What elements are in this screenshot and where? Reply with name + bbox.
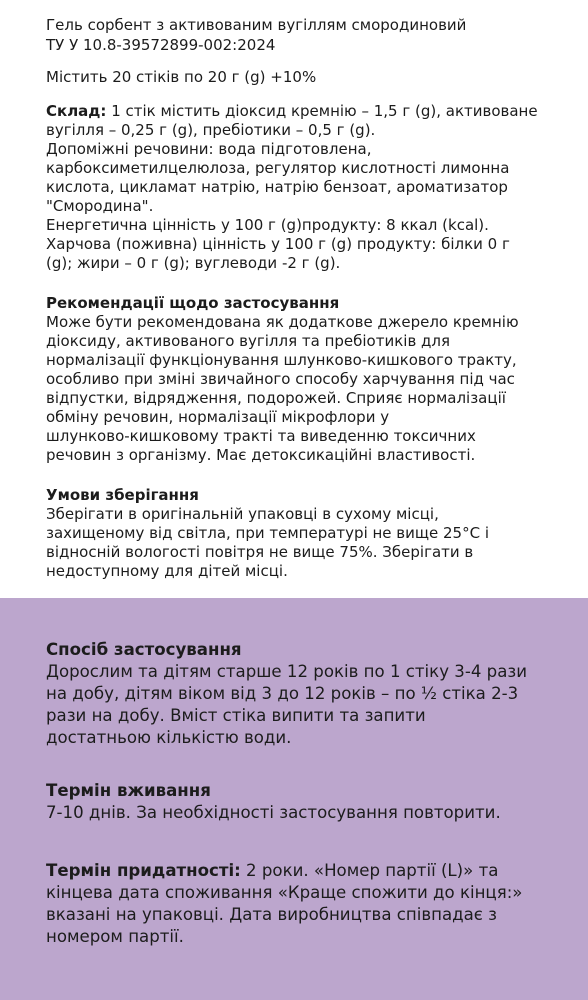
recommendations-line: Може бути рекомендована як додаткове джерело кремнію <box>46 313 519 331</box>
recommendations-line: нормалізації функціонування шлунково-кишкового тракту, <box>46 351 517 369</box>
recommendations-line: відпустки, відрядження, подорожей. Сприяє нормалізації <box>46 389 506 407</box>
recommendations-title: Рекомендації щодо застосування <box>46 294 340 312</box>
composition-text: 1 стік містить діоксид кремнію – 1,5 г (g), активоване <box>106 102 538 120</box>
duration-title: Термін вживання <box>46 781 211 800</box>
usage-title: Спосіб застосування <box>46 640 242 659</box>
composition-line: (g); жири – 0 г (g); вуглеводи -2 г (g). <box>46 254 341 272</box>
shelf-life-line <box>46 860 498 882</box>
recommendations-line: діоксиду, активованого вугілля та пребіотиків для <box>46 332 451 350</box>
composition-line: кислота, цикламат натрію, натрію бензоат, ароматизатор <box>46 178 508 196</box>
duration-line: 7-10 днів. За необхідності застосування повторити. <box>46 803 501 822</box>
storage-line: відносній вологості повітря не вище 75%. Зберігати в <box>46 543 474 561</box>
storage-title: Умови зберігання <box>46 486 199 504</box>
composition-line: Енергетична цінність у 100 г (g)продукту: 8 ккал (kcal). <box>46 216 489 234</box>
usage-line: Дорослим та дітям старше 12 років по 1 стіку 3-4 рази <box>46 662 527 681</box>
usage-line: рази на добу. Вміст стіка випити та запити <box>46 706 426 725</box>
recommendations-line: речовин з організму. Має детоксикаційні властивості. <box>46 446 476 464</box>
usage-line: достатньою кількістю води. <box>46 728 292 747</box>
spec-code: ТУ У 10.8-39572899-002:2024 <box>46 36 276 54</box>
storage-line: захищеному від світла, при температурі не вище 25°С і <box>46 524 490 542</box>
composition-line: Харчова (поживна) цінність у 100 г (g) продукту: білки 0 г <box>46 235 510 253</box>
shelf-life-label: Термін придатності: <box>46 861 241 880</box>
composition-line: карбоксиметилцелюлоза, регулятор кислотності лимонна <box>46 159 510 177</box>
storage-line: недоступному для дітей місці. <box>46 562 288 580</box>
composition-line <box>46 102 538 121</box>
shelf-life-line: номером партії. <box>46 927 184 946</box>
composition-line: вугілля – 0,25 г (g), пребіотики – 0,5 г (g). <box>46 121 376 139</box>
shelf-life-line: вказані на упаковці. Дата виробництва співпадає з <box>46 905 498 924</box>
composition-line: Допоміжні речовини: вода підготовлена, <box>46 140 372 158</box>
recommendations-line: шлунково-кишковому тракті та виведенню токсичних <box>46 427 476 445</box>
recommendations-line: особливо при зміні звичайного способу харчування під час <box>46 370 515 388</box>
shelf-life-line: кінцева дата споживання «Краще спожити до кінця:» <box>46 883 523 902</box>
shelf-life-text: 2 роки. «Номер партії (L)» та <box>240 861 499 880</box>
composition-label: Склад: <box>46 102 107 120</box>
usage-line: на добу, дітям віком від 3 до 12 років – по ½ стіка 2-3 <box>46 684 519 703</box>
recommendations-line: обміну речовин, нормалізації мікрофлори у <box>46 408 390 426</box>
product-name: Гель сорбент з активованим вугіллям смородиновий <box>46 16 467 34</box>
storage-line: Зберігати в оригінальній упаковці в сухому місці, <box>46 505 439 523</box>
package-contents: Містить 20 стіків по 20 г (g) +10% <box>46 68 317 86</box>
composition-line: "Смородина". <box>46 197 154 215</box>
